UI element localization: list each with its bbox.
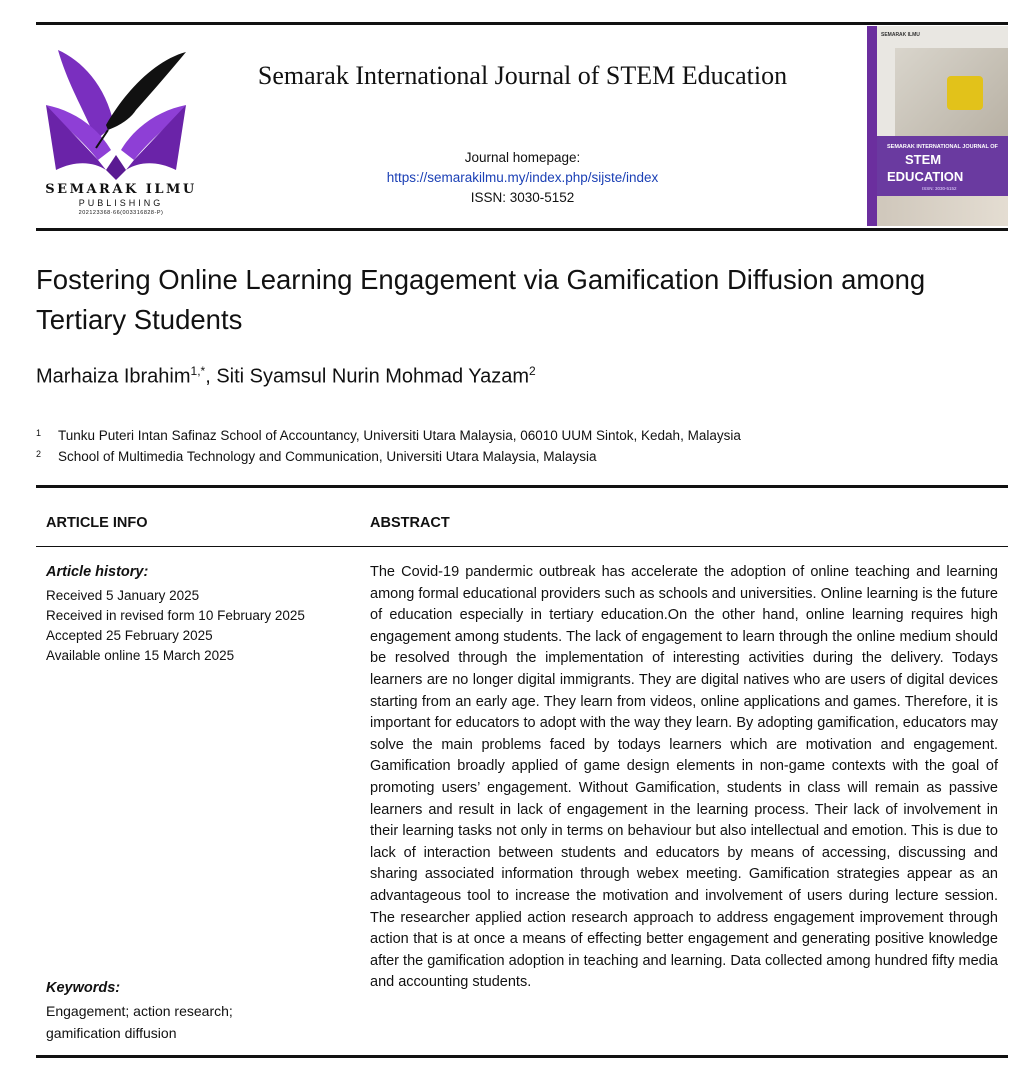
author-list (36, 364, 536, 389)
cover-panel-line2: STEM (905, 152, 942, 167)
author-1-affiliation: 1,* (190, 364, 206, 378)
affiliation-1 (36, 428, 741, 443)
article-history-heading: Article history: (46, 564, 149, 580)
publisher-subtitle: PUBLISHING (78, 198, 164, 208)
header-top-rule (36, 22, 1008, 25)
header-bottom-rule (36, 228, 1008, 231)
cover-robot-icon (947, 76, 983, 110)
affiliation-1-number: 1 (36, 428, 42, 438)
info-top-rule (36, 485, 1008, 488)
cover-band (867, 26, 877, 226)
author-1[interactable]: Marhaiza Ibrahim (36, 365, 191, 388)
article-history (46, 586, 305, 666)
abstract-text: The Covid-19 pandermic outbreak has accelerate the adoption of online teaching and learning among formal educational providers such as schools and universities. Online learning is the future of education especially in tertiary education.On the other hand, online learning requires high engagement among students. The lack of engagement to learn through the online medium should be resolved through the implementation of interesting activities during the delivery. Todays learners are no longer digital immigrants. They are digital natives who are users of digital devices starting from an early age. They learn from videos, online applications and games. Therefore, it is important for educators to adopt with the way they learn. By adopting gamification, educators may solve the main problems faced by todays learners which are motivation and engagement. Gamification broadly applied of game design elements in non-game contexts with the goal of promoting users’ engagement. Without Gamification, students in class will remain as passive learners and result in lack of engagement in the learning process. Their lack of involvement in their learning tasks not only in terms on behaviour but also intellectual and emotion. This is due to lack of interaction between students and educators by means of accessing, discussing and sharing associated information through webex meeting. Gamification strategies appear as an advantageous tool to increase the motivation and involvement of users during lecture session. The researcher applied action research approach to address engagement improvement through action that is at once a means of effecting better engagement and generating positive knowledge after the gamification adoption in teaching and learning. Data collected among hundred fifty media and accounting students. (370, 564, 998, 991)
keywords-heading: Keywords: (46, 980, 121, 996)
paper-title: Fostering Online Learning Engagement via Gamification Diffusion among Tertiary Students (36, 264, 926, 335)
affiliation-2 (36, 449, 597, 464)
author-2[interactable]: , Siti Syamsul Nurin Mohmad Yazam (205, 365, 530, 388)
history-received: Received 5 January 2025 (46, 588, 200, 603)
author-2-affiliation: 2 (529, 364, 536, 378)
history-accepted: Accepted 25 February 2025 (46, 628, 213, 643)
publisher-registration: 202123368·66(003316828-P) (78, 210, 164, 216)
publisher-name: SEMARAK ILMU (45, 182, 197, 197)
journal-title: Semarak International Journal of STEM Education (257, 61, 788, 90)
homepage-label: Journal homepage: (464, 150, 581, 165)
abstract-heading: ABSTRACT (370, 515, 450, 531)
cover-top-text: SEMARAK ILMU (881, 32, 920, 38)
affiliation-1-text: Tunku Puteri Intan Safinaz School of Accountancy, Universiti Utara Malaysia, 06010 UUM Sintok, Kedah, Malaysia (58, 428, 741, 443)
affiliation-2-text: School of Multimedia Technology and Communication, Universiti Utara Malaysia, Malaysia (58, 449, 597, 464)
cover-panel-line4: ISSN: 3030-5152 (922, 186, 957, 191)
homepage-link[interactable]: https://semarakilmu.my/index.php/sijste/index (386, 170, 659, 185)
cover-panel-line1: SEMARAK INTERNATIONAL JOURNAL OF (887, 144, 998, 150)
history-online: Available online 15 March 2025 (46, 648, 235, 663)
history-revised: Received in revised form 10 February 2025 (46, 608, 305, 623)
article-info-heading: ARTICLE INFO (46, 515, 148, 531)
issn: ISSN: 3030-5152 (470, 190, 575, 205)
info-head-rule (36, 546, 1008, 547)
affiliation-2-number: 2 (36, 449, 42, 459)
journal-cover-image (867, 26, 1008, 226)
cover-panel-line3: EDUCATION (887, 169, 964, 184)
info-bottom-rule (36, 1055, 1008, 1058)
keywords: Engagement; action research; gamification diffusion (46, 1003, 233, 1041)
cover-photo-bottom (877, 196, 1008, 226)
